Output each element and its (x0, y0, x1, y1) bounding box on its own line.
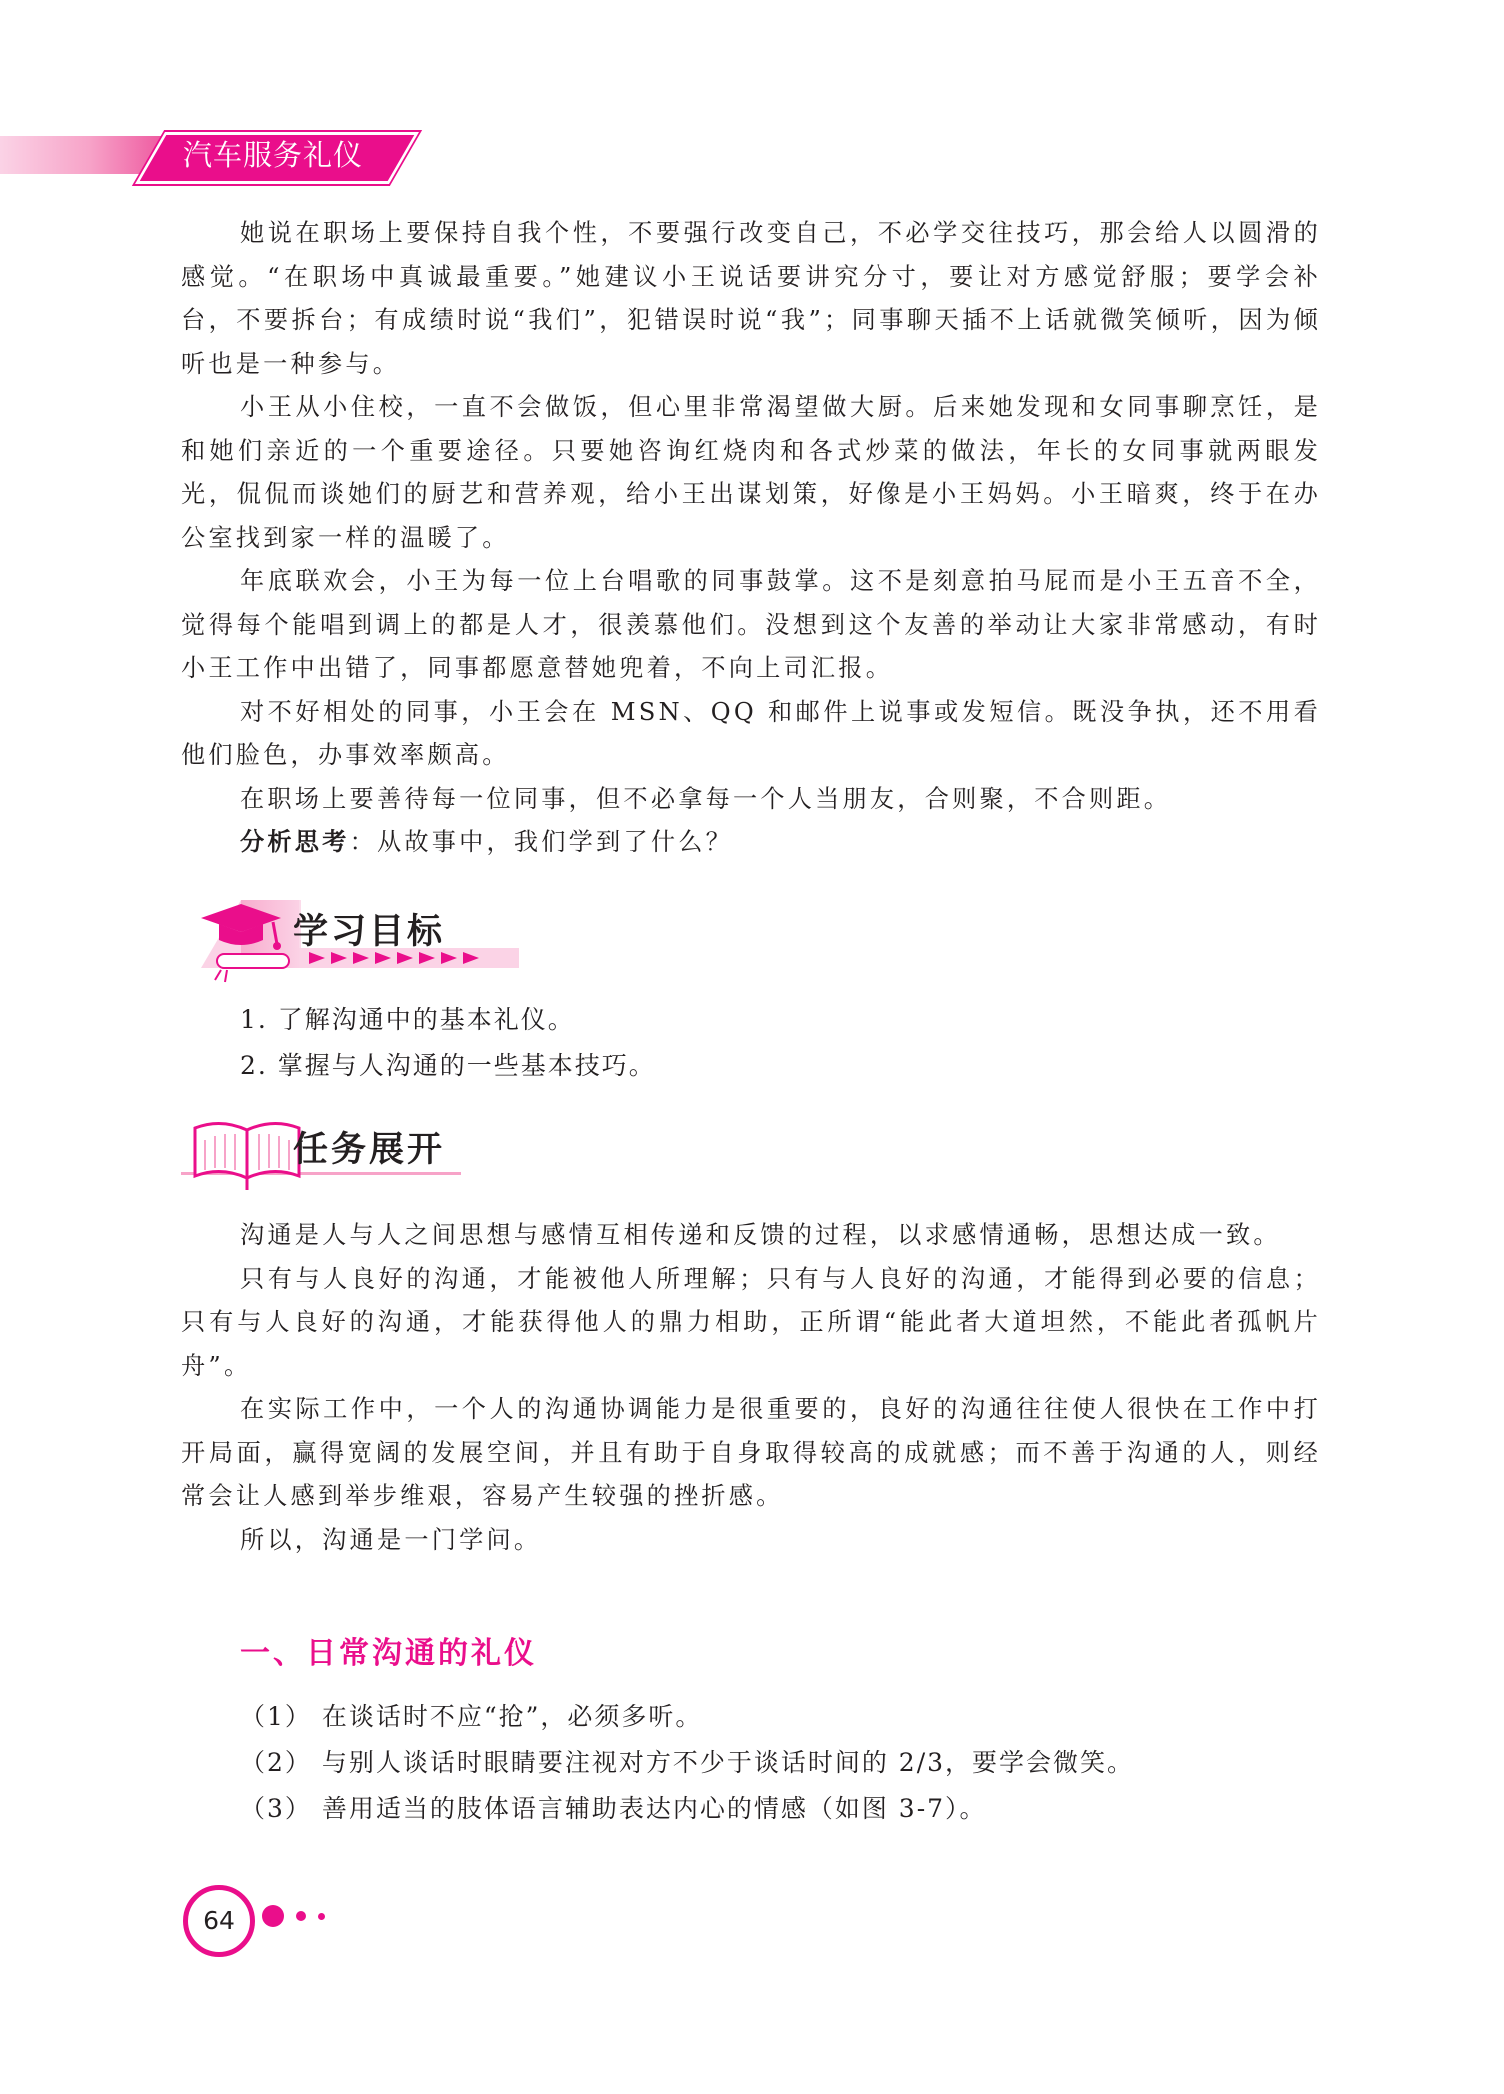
list-item: 1. 了解沟通中的基本礼仪。 (240, 1005, 575, 1034)
etiquette-list (240, 1694, 1134, 1832)
footer-dot-small (318, 1913, 325, 1920)
story-paragraph: 她说在职场上要保持自我个性，不要强行改变自己，不必学交往技巧，那会给人以圆滑的感觉。“在职场中真诚最重要。”她建议小王说话要讲究分寸，要让对方感觉舒服；要学会补台，不要拆台；有成绩时说“我们”，犯错误时说“我”；同事聊天插不上话就微笑倾听，因为倾听也是一种参与。 (181, 219, 1321, 378)
list-item: （1） 在谈话时不应“抢”，必须多听。 (240, 1702, 703, 1731)
learning-objectives-badge (181, 878, 521, 998)
task-paragraph: 沟通是人与人之间思想与感情互相传递和反馈的过程，以求感情通畅，思想达成一致。 (240, 1221, 1281, 1249)
learning-objectives-title: 学习目标 (293, 912, 446, 952)
footer-dot-medium (296, 1911, 306, 1921)
header-gradient-strip (0, 136, 163, 174)
list-item: 2. 掌握与人沟通的一些基本技巧。 (240, 1051, 656, 1080)
task-paragraph: 在实际工作中，一个人的沟通协调能力是很重要的，良好的沟通往往使人很快在工作中打开局面，赢得宽阔的发展空间，并且有助于自身取得较高的成就感；而不善于沟通的人，则经常会让人感到举步维艰，容易产生较强的挫折感。 (181, 1395, 1321, 1510)
page-number: 64 (183, 1885, 255, 1957)
footer-dot-large (262, 1905, 284, 1927)
story-paragraph: 小王从小住校，一直不会做饭，但心里非常渴望做大厨。后来她发现和女同事聊烹饪，是和她们亲近的一个重要途径。只要她咨询红烧肉和各式炒菜的做法，年长的女同事就两眼发光，侃侃而谈她们的厨艺和营养观，给小王出谋划策，好像是小王妈妈。小王暗爽，终于在办公室找到家一样的温暖了。 (181, 393, 1321, 552)
analysis-question: ：从故事中，我们学到了什么？ (349, 828, 733, 856)
learning-objectives-list (240, 997, 656, 1089)
header-title: 汽车服务礼仪 (183, 138, 364, 172)
story-paragraph: 对不好相处的同事，小王会在 MSN、QQ 和邮件上说事或发短信。既没争执，还不用看他们脸色，办事效率颇高。 (181, 697, 1321, 769)
task-paragraph: 只有与人良好的沟通，才能被他人所理解；只有与人良好的沟通，才能得到必要的信息；只有与人良好的沟通，才能获得他人的鼎力相助，正所谓“能此者大道坦然，不能此者孤帆片舟”。 (181, 1264, 1321, 1380)
task-paragraph: 所以，沟通是一门学问。 (240, 1525, 542, 1554)
task-title: 任务展开 (293, 1130, 446, 1170)
story-paragraph: 年底联欢会，小王为每一位上台唱歌的同事鼓掌。这不是刻意拍马屁而是小王五音不全，觉得每个能唱到调上的都是人才，很羡慕他们。没想到这个友善的举动让大家非常感动，有时小王工作中出错了，同事都愿意替她兜着，不向上司汇报。 (181, 567, 1321, 682)
list-item: （3） 善用适当的肢体语言辅助表达内心的情感（如图 3-7）。 (240, 1794, 987, 1823)
story-paragraph: 在职场上要善待每一位同事，但不必拿每一个人当朋友，合则聚，不合则距。 (240, 784, 1172, 813)
task-text (181, 1214, 1321, 1562)
analysis-label: 分析思考 (240, 828, 350, 856)
list-item: （2） 与别人谈话时眼睛要注视对方不少于谈话时间的 2/3，要学会微笑。 (240, 1748, 1135, 1777)
story-text (181, 212, 1321, 865)
analysis-line (181, 821, 1321, 865)
section-heading: 一、日常沟通的礼仪 (240, 1636, 537, 1671)
